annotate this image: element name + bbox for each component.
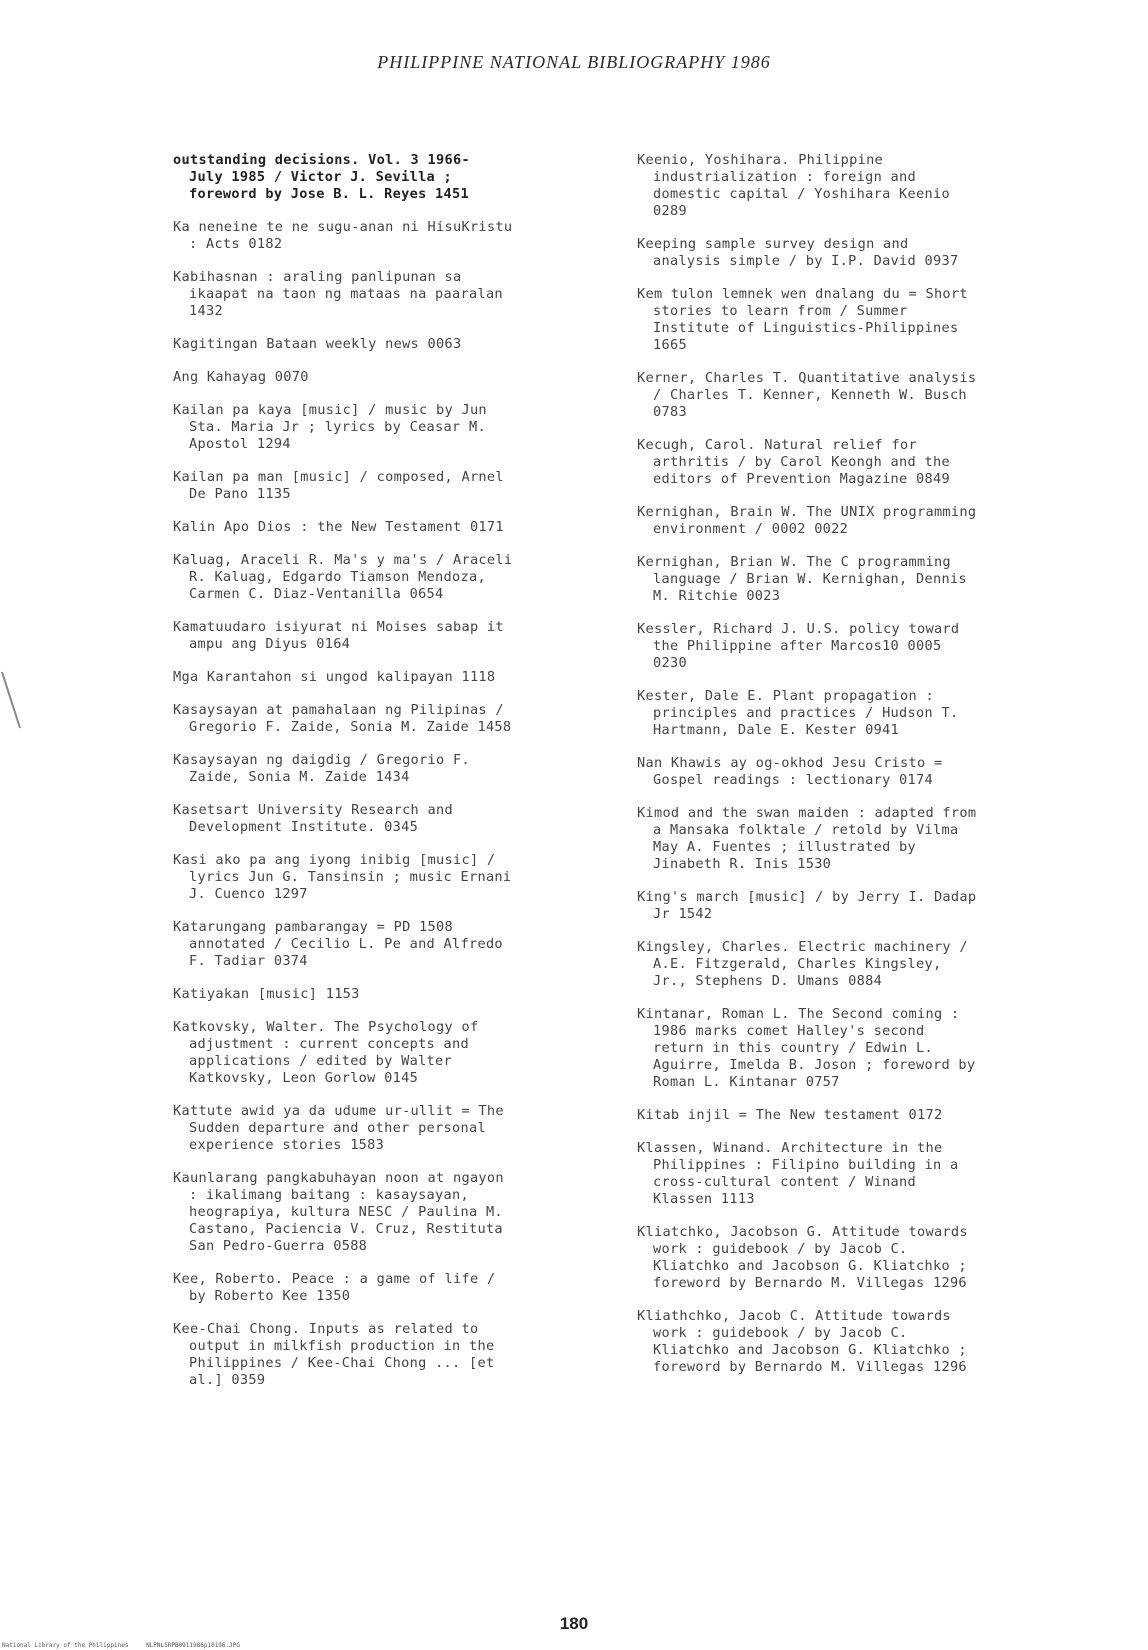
scan-footer: [2, 1642, 254, 1649]
bibliography-entry: Kasaysayan ng daigdig / Gregorio F. Zaide, Sonia M. Zaide 1434: [173, 752, 470, 785]
footer-library: National Library of the Philippines: [2, 1642, 129, 1649]
bibliography-entry: Kasaysayan at pamahalaan ng Pilipinas / Gregorio F. Zaide, Sonia M. Zaide 1458: [173, 702, 512, 735]
bibliography-entry: Keeping sample survey design and analysis simple / by I.P. David 0937: [637, 236, 959, 269]
bibliography-entry: Kintanar, Roman L. The Second coming : 1986 marks comet Halley's second return in this country / Edwin L. Aguirre, Imelda B. Joson ; foreword by Roman L. Kintanar 0757: [637, 1006, 976, 1090]
bibliography-entry: Kamatuudaro isiyurat ni Moises sabap it ampu ang Diyus 0164: [173, 619, 504, 652]
footer-file: NLPNLSRPB0911986p10196.JPG: [146, 1642, 240, 1649]
bibliography-entry: Kecugh, Carol. Natural relief for arthritis / by Carol Keongh and the editors of Prevention Magazine 0849: [637, 437, 950, 487]
bibliography-entry: Klassen, Winand. Architecture in the Philippines : Filipino building in a cross-cultural content / Winand Klassen 1113: [637, 1140, 959, 1207]
bibliography-entry: Kaunlarang pangkabuhayan noon at ngayon : ikalimang baitang : kasaysayan, heograpiya, kultura NESC / Paulina M. Castano, Paciencia V. Cruz, Restituta San Pedro-Guerra 0588: [173, 1170, 504, 1254]
scan-mark: [0, 670, 22, 732]
bibliography-entry: Kem tulon lemnek wen dnalang du = Short stories to learn from / Summer Institute of Linguistics-Philippines 1665: [637, 286, 968, 353]
bibliography-entry: Kabihasnan : araling panlipunan sa ikaapat na taon ng mataas na paaralan 1432: [173, 269, 503, 319]
page-header: PHILIPPINE NATIONAL BIBLIOGRAPHY 1986: [377, 52, 771, 72]
right-column: [637, 152, 1077, 1392]
bibliography-entry: King's march [music] / by Jerry I. Dadap Jr 1542: [637, 889, 977, 922]
bibliography-entry: Kattute awid ya da udume ur-ullit = The Sudden departure and other personal experience stories 1583: [173, 1103, 504, 1153]
bibliography-entry: Kester, Dale E. Plant propagation : principles and practices / Hudson T. Hartmann, Dale E. Kester 0941: [637, 688, 959, 738]
bibliography-entry: Ka neneine te ne sugu-anan ni HisuKristu : Acts 0182: [173, 219, 513, 252]
bibliography-entry: Kliatchko, Jacobson G. Attitude towards work : guidebook / by Jacob C. Kliatchko and Jacobson G. Kliatchko ; foreword by Bernardo M. Villegas 1296: [637, 1224, 968, 1291]
bibliography-entry: Kimod and the swan maiden : adapted from a Mansaka folktale / retold by Vilma May A. Fuentes ; illustrated by Jinabeth R. Inis 1530: [637, 805, 977, 872]
bibliography-entry: Kalin Apo Dios : the New Testament 0171: [173, 519, 504, 535]
page-number: 180: [559, 1614, 589, 1633]
bibliography-entry: Kliathchko, Jacob C. Attitude towards work : guidebook / by Jacob C. Kliatchko and Jacobson G. Kliatchko ; foreword by Bernardo M. Villegas 1296: [637, 1308, 967, 1375]
bibliography-entry: Kailan pa man [music] / composed, Arnel De Pano 1135: [173, 469, 504, 502]
bibliography-entry: Kaluag, Araceli R. Ma's y ma's / Araceli R. Kaluag, Edgardo Tiamson Mendoza, Carmen C. Diaz-Ventanilla 0654: [173, 552, 513, 602]
bibliography-entry: Kitab injil = The New testament 0172: [637, 1107, 943, 1123]
bibliography-entry: Nan Khawis ay og-okhod Jesu Cristo = Gospel readings : lectionary 0174: [637, 755, 943, 788]
bibliography-entry: Katarungang pambarangay = PD 1508 annotated / Cecilio L. Pe and Alfredo F. Tadiar 0374: [173, 919, 503, 969]
bibliography-entry: Kailan pa kaya [music] / music by Jun Sta. Maria Jr ; lyrics by Ceasar M. Apostol 1294: [173, 402, 487, 452]
left-column: [173, 152, 613, 1405]
bibliography-entry: Kasi ako pa ang iyong inibig [music] / lyrics Jun G. Tansinsin ; music Ernani J. Cuenco 1297: [173, 852, 512, 902]
bibliography-entry: Kernighan, Brain W. The UNIX programming environment / 0002 0022: [637, 504, 977, 537]
bibliography-entry: Kingsley, Charles. Electric machinery / A.E. Fitzgerald, Charles Kingsley, Jr., Stephens D. Umans 0884: [637, 939, 968, 989]
bibliography-entry: Mga Karantahon si ungod kalipayan 1118: [173, 669, 496, 685]
bibliography-entry: Kee-Chai Chong. Inputs as related to output in milkfish production in the Philippines / Kee-Chai Chong ... [et al.] 0359: [173, 1321, 495, 1388]
bibliography-entry: Kessler, Richard J. U.S. policy toward the Philippine after Marcos10 0005 0230: [637, 621, 960, 671]
bibliography-entry: Kee, Roberto. Peace : a game of life / by Roberto Kee 1350: [173, 1271, 496, 1304]
bibliography-entry: Ang Kahayag 0070: [173, 369, 309, 385]
bibliography-entry: outstanding decisions. Vol. 3 1966- July 1985 / Victor J. Sevilla ; foreword by Jose B. L. Reyes 1451: [173, 152, 470, 202]
bibliography-entry: Kasetsart University Research and Development Institute. 0345: [173, 802, 453, 835]
bibliography-entry: Katkovsky, Walter. The Psychology of adjustment : current concepts and applications / edited by Walter Katkovsky, Leon Gorlow 0145: [173, 1019, 479, 1086]
bibliography-entry: Katiyakan [music] 1153: [173, 986, 360, 1002]
bibliography-entry: Kerner, Charles T. Quantitative analysis / Charles T. Kenner, Kenneth W. Busch 0783: [637, 370, 977, 420]
bibliography-entry: Kagitingan Bataan weekly news 0063: [173, 336, 462, 352]
bibliography-entry: Kernighan, Brian W. The C programming language / Brian W. Kernighan, Dennis M. Ritchie 0023: [637, 554, 967, 604]
bibliography-entry: Keenio, Yoshihara. Philippine industrialization : foreign and domestic capital / Yoshihara Keenio 0289: [637, 152, 950, 219]
